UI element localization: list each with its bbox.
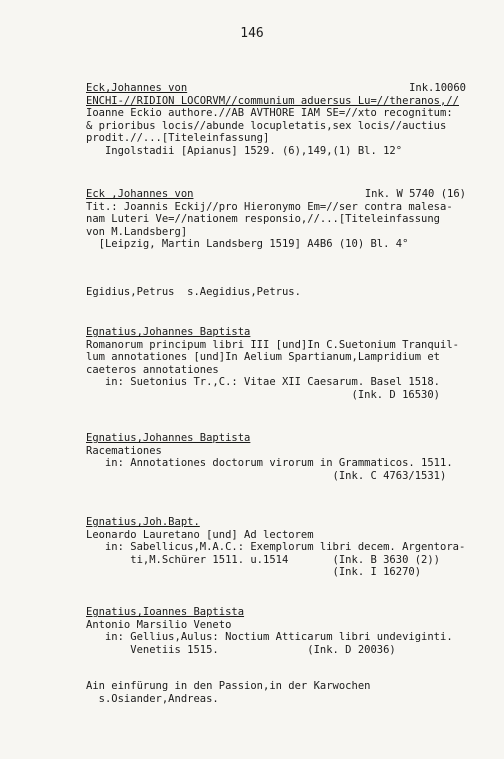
entry-line: nam Luteri Ve=//nationem responsio,//...[Titeleinfassung [86,213,441,225]
entry-line: (Ink. I 16270) [86,566,422,578]
entry-line: caeteros annotationes [86,363,219,376]
entry-shelfmark: Ink. W 5740 (16) [364,188,466,200]
entry-line: [Leipzig, Martin Landsberg 1519] A4B6 (10) Bl. 4° [86,238,409,250]
entry-line: Ioanne Eckio authore.//AB AVTHORE IAM SE=//xto recognitum: [86,107,453,119]
catalog-entry [86,606,466,656]
entry-line: Romanorum principum libri III [und]In C.Suetonium Tranquil- [86,338,459,351]
entry-line: Antonio Marsilio Veneto [86,618,232,631]
catalog-entry [86,326,466,401]
entry-line: s.Osiander,Andreas. [86,692,219,705]
entry-line: Racemationes [86,444,162,457]
entry-line: Tit.: Joannis Eckij//pro Hieronymo Em=//ser contra malesa- [86,200,453,213]
entry-author: Egnatius,Johannes Baptista [86,326,251,338]
entry-author: Egnatius,Johannes Baptista [86,432,251,444]
entry-line: von M.Landsberg] [86,225,188,238]
page-number: 146 [240,26,264,41]
entry-line: (Ink. D 16530) [86,388,441,401]
entry-author: Egnatius,Ioannes Baptista [86,606,245,618]
entry-line: in: Gellius,Aulus: Noctium Atticarum libri undeviginti. [86,631,453,643]
entry-line: prodit.//...[Titeleinfassung] [86,132,270,144]
catalog-entry [86,432,466,482]
catalog-entry [86,286,466,299]
catalog-entry [86,680,466,705]
entry-heading [86,82,466,95]
entry-line: in: Suetonius Tr.,C.: Vitae XII Caesarum. Basel 1518. [86,376,441,388]
entry-heading: Ain einfürung in den Passion,in der Karwochen [86,680,371,692]
entry-heading [86,188,466,201]
catalog-entry [86,82,466,157]
entry-line: & prioribus locis//abunde locupletatis,sex locis//auctius [86,119,447,132]
entry-shelfmark: Ink.10060 [409,82,466,94]
entry-author: Egnatius,Joh.Bapt. [86,516,200,528]
entry-line: Ingolstadii [Apianus] 1529. (6),149,(1) Bl. 12° [86,144,403,157]
entry-line: (Ink. C 4763/1531) [86,469,447,482]
entry-line: in: Annotationes doctorum virorum in Grammaticos. 1511. [86,457,453,469]
catalog-entry [86,516,466,579]
entry-line: ENCHI-//RIDION LOCORVM//communium aduersus Lu=//theranos,// [86,94,459,107]
entry-line: ti,M.Schürer 1511. u.1514 (Ink. B 3630 (2)) [86,553,441,566]
entry-author: Eck ,Johannes von [86,188,194,200]
catalog-entry [86,188,466,251]
entry-author: Eck,Johannes von [86,82,188,94]
entry-line: lum annotationes [und]In Aelium Spartianum,Lampridium et [86,351,441,363]
entry-line: Venetiis 1515. (Ink. D 20036) [86,643,396,656]
entry-line: Leonardo Lauretano [und] Ad lectorem [86,528,314,541]
entry-heading: Egidius,Petrus s.Aegidius,Petrus. [86,286,301,298]
entry-line: in: Sabellicus,M.A.C.: Exemplorum libri decem. Argentora- [86,541,466,553]
